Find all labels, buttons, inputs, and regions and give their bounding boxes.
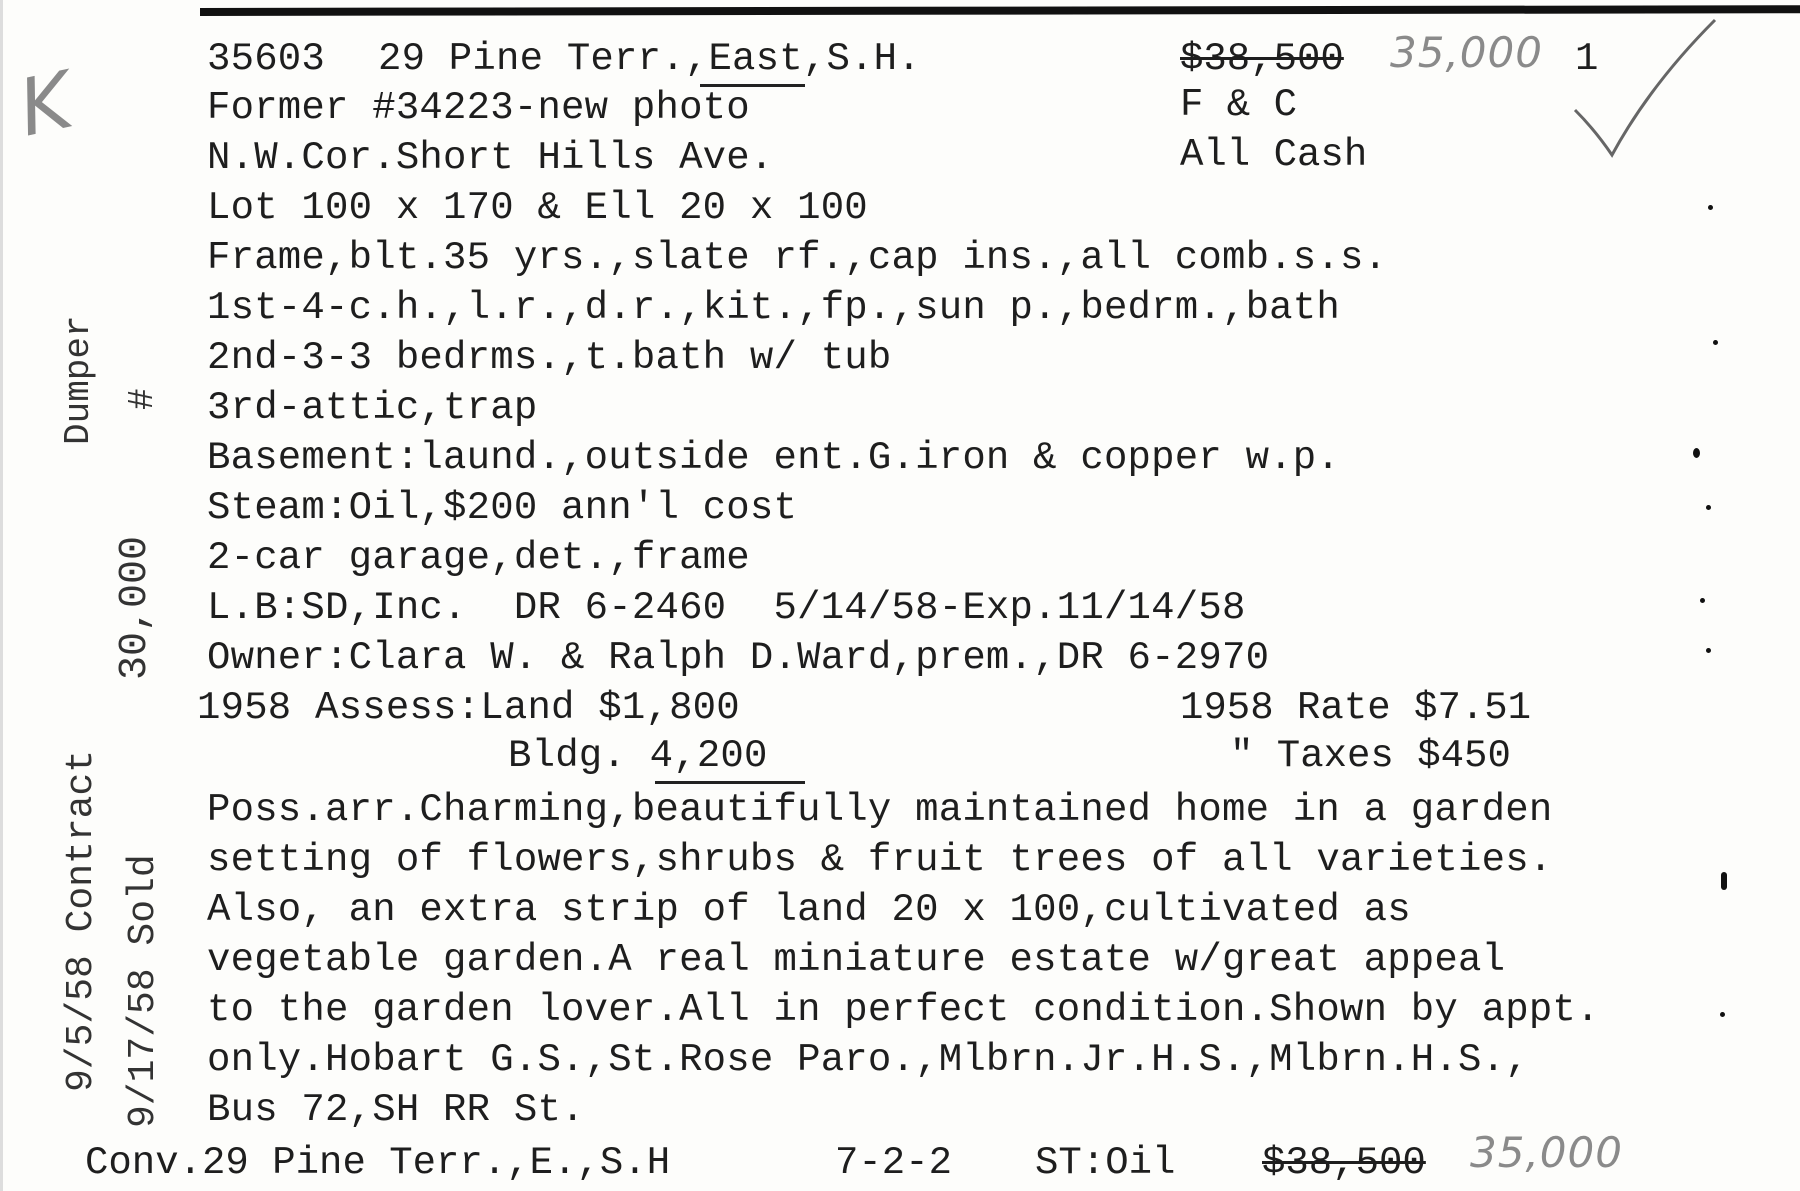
card-top-edge [200,5,1800,16]
detail-line: Lot 100 x 170 & Ell 20 x 100 [207,186,868,230]
price-revised-handwritten: 35,000 [1390,28,1543,77]
speck [1713,340,1718,345]
detail-line: N.W.Cor.Short Hills Ave. [207,136,774,180]
detail-line: 2nd-3-3 bedrms.,t.bath w/ tub [207,336,892,380]
assess-underline [655,781,805,784]
footer-price-original: $38,500 [1262,1141,1426,1185]
tax-rate: 1958 Rate $7.51 [1180,686,1532,730]
margin-contract: 9/5/58 Contract [60,749,103,1092]
speck [1708,205,1713,210]
margin-dumper: Dumper [58,315,99,445]
detail-line: 2-car garage,det.,frame [207,536,750,580]
detail-line: L.B:SD,Inc. DR 6-2460 5/14/58-Exp.11/14/58 [207,586,1246,630]
footer-price-revised-handwritten: 35,000 [1470,1128,1623,1177]
detail-line: Steam:Oil,$200 ann'l cost [207,486,798,530]
detail-line: Frame,blt.35 yrs.,slate rf.,cap ins.,all comb.s.s. [207,236,1388,280]
terms-line-1: F & C [1180,83,1298,127]
speck [1721,872,1727,890]
detail-line: 3rd-attic,trap [207,386,538,430]
margin-amount: 30,000 [113,535,158,680]
detail-line: Basement:laund.,outside ent.G.iron & copper w.p. [207,436,1340,480]
detail-line: Owner:Clara W. & Ralph D.Ward,prem.,DR 6-2970 [207,636,1270,680]
margin-hash: # [122,388,163,410]
description-line: Bus 72,SH RR St. [207,1088,585,1132]
description-line: to the garden lover.All in perfect condition.Shown by appt. [207,988,1600,1032]
speck [1706,648,1711,653]
detail-line: Former #34223-new photo [207,86,750,130]
assess-building: Bldg. 4,200 [508,734,768,778]
footer-address: Conv.29 Pine Terr.,E.,S.H [85,1141,671,1185]
tax-amount: " Taxes $450 [1230,734,1511,778]
listing-number: 35603 [207,37,326,81]
listing-address: 29 Pine Terr.,East,S.H. [378,37,921,81]
description-line: Also, an extra strip of land 20 x 100,cultivated as [207,888,1411,932]
detail-line: 1st-4-c.h.,l.r.,d.r.,kit.,fp.,sun p.,bedrm.,bath [207,286,1340,330]
margin-sold: 9/17/58 Sold [122,854,165,1128]
description-line: Poss.arr.Charming,beautifully maintained home in a garden [207,788,1553,832]
assess-land: 1958 Assess:Land $1,800 [197,686,740,730]
price-suffix: 1 [1575,37,1599,81]
price-original: $38,500 [1180,37,1344,81]
handwritten-initial: K [11,55,81,155]
footer-rooms: 7-2-2 [835,1141,953,1185]
speck [1720,1012,1725,1017]
speck [1700,598,1705,603]
terms-line-2: All Cash [1180,133,1368,177]
speck [1693,448,1700,458]
footer-heat: ST:Oil [1035,1141,1176,1185]
speck [1706,505,1711,510]
description-line: only.Hobart G.S.,St.Rose Paro.,Mlbrn.Jr.H.S.,Mlbrn.H.S., [207,1038,1529,1082]
card-left-edge [0,0,3,1191]
description-line: setting of flowers,shrubs & fruit trees of all varieties. [207,838,1553,882]
description-line: vegetable garden.A real miniature estate w/great appeal [207,938,1506,982]
